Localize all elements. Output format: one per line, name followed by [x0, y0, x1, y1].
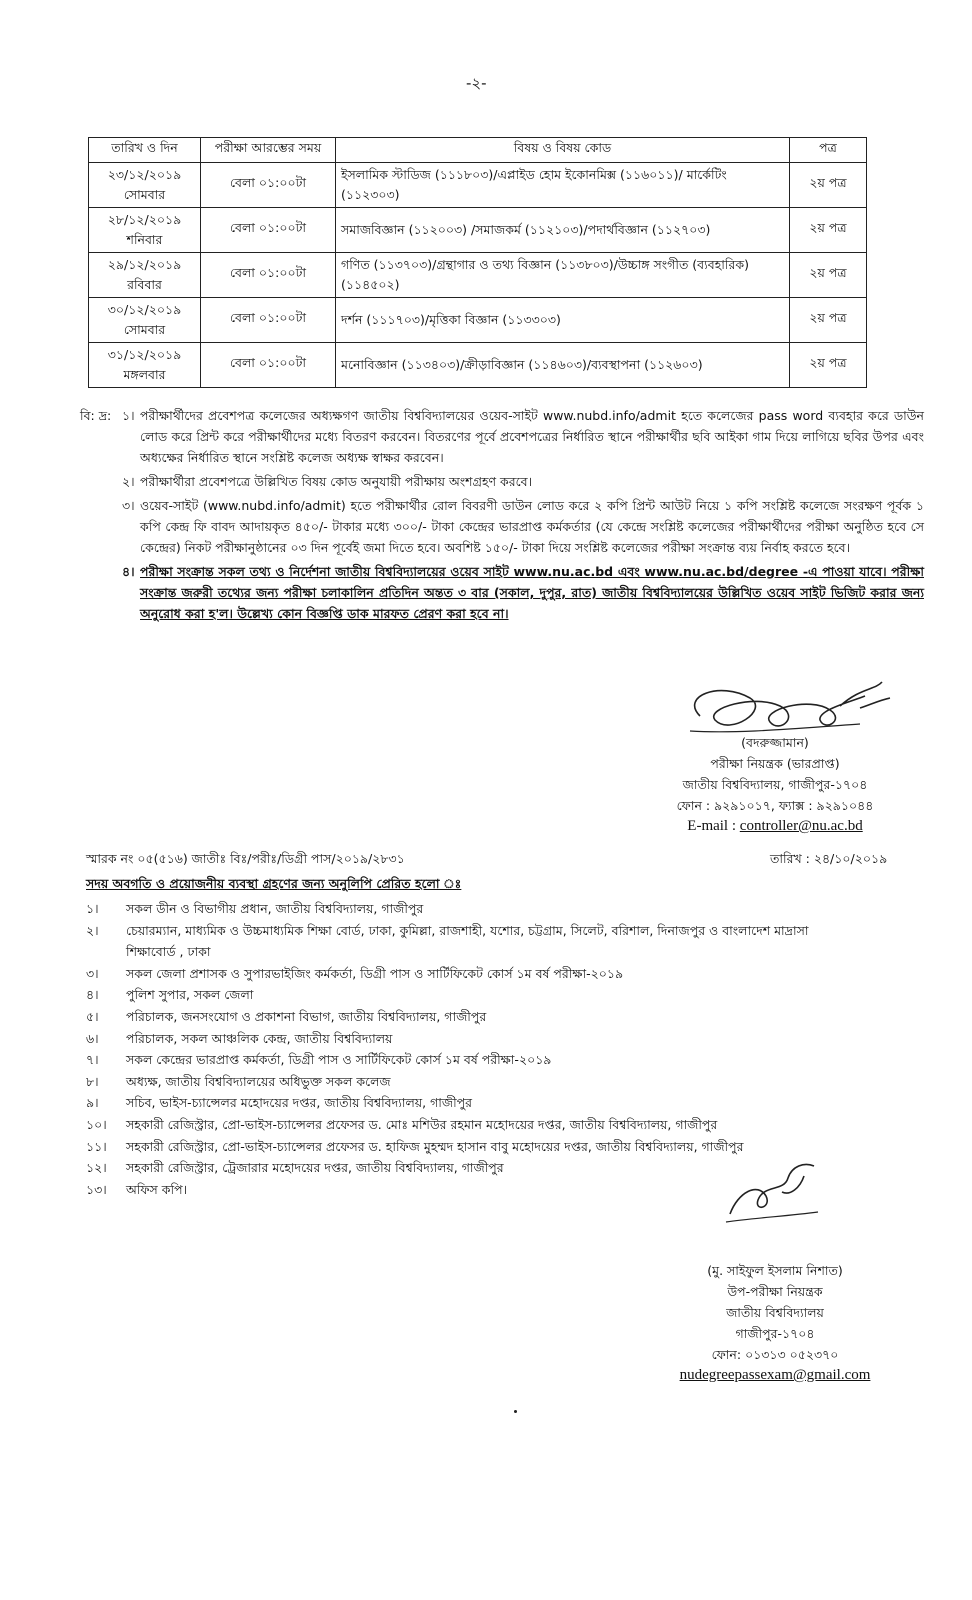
list-item — [86, 1006, 826, 1028]
item-text: পরিচালক, সকল আঞ্চলিক কেন্দ্র, জাতীয় বিশ্ববিদ্যালয় — [126, 1030, 393, 1046]
email-label: E-mail : — [687, 818, 737, 834]
time-cell: বেলা ০১:০০টা — [201, 343, 336, 388]
item-text: অধ্যক্ষ, জাতীয় বিশ্ববিদ্যালয়ের অধিভুক্ত সকল কলেজ — [126, 1073, 391, 1089]
email-link[interactable]: nudegreepassexam@gmail.com — [679, 1367, 871, 1383]
header-subject-code: বিষয় ও বিষয় কোড — [336, 138, 790, 163]
subject-cell: ইসলামিক স্টাডিজ (১১১৮০৩)/এপ্লাইড হোম ইকোনমিক্স (১১৬০১১)/ মার্কেটিং (১১২৩০৩) — [336, 163, 790, 208]
page-number: -২- — [466, 74, 487, 92]
note-text: পরীক্ষার্থীদের প্রবেশপত্র কলেজের অধ্যক্ষগণ জাতীয় বিশ্ববিদ্যালয়ের ওয়েব-সাইট www.nubd.info/admit হতে কলেজের pass word ব্যবহার করে ডাউন লোড করে প্রিন্ট করে পরীক্ষার্থীদের মধ্যে বিতরণ করবেন। বিতরণের পূর্বে প্রবেশপত্রের নির্ধারিত স্থানে পরীক্ষার্থীর ছবি আইকা গাম দিয়ে লাগিয়ে ছবির উপর এবং অধ্যক্ষের নির্ধারিত স্থানে সংশ্লিষ্ট কলেজ অধ্যক্ষ স্বাক্ষর করবেন। — [140, 408, 924, 465]
signatory-title: উপ-পরীক্ষা নিয়ন্ত্রক — [727, 1284, 823, 1299]
signatory-org: জাতীয় বিশ্ববিদ্যালয়, গাজীপুর-১৭০৪ — [682, 777, 868, 792]
day: শনিবার — [126, 232, 163, 247]
memo-reference: স্মারক নং ০৫(৫১৬) জাতীঃ বিঃ/পরীঃ/ডিগ্রী পাস/২০১৯/২৮৩১ — [86, 851, 405, 866]
day: সোমবার — [123, 322, 166, 337]
table-header-row — [89, 138, 867, 163]
date-cell — [89, 163, 201, 208]
item-number: ৮। — [86, 1073, 99, 1089]
signatory-phone: ফোন : ৯২৯১০১৭, ফ্যাক্স : ৯২৯১০৪৪ — [676, 798, 874, 813]
time-cell: বেলা ০১:০০টা — [201, 163, 336, 208]
item-text: সকল ডীন ও বিভাগীয় প্রধান, জাতীয় বিশ্ববিদ্যালয়, গাজীপুর — [126, 901, 424, 916]
day: রবিবার — [127, 277, 162, 292]
item-number: ৬। — [86, 1030, 99, 1046]
signatory-org: জাতীয় বিশ্ববিদ্যালয় — [726, 1305, 824, 1320]
table-row — [89, 208, 867, 253]
day: সোমবার — [123, 187, 166, 202]
table-row — [89, 343, 867, 388]
notes-section — [80, 405, 924, 627]
list-item — [86, 1136, 826, 1158]
item-text: সচিব, ভাইস-চ্যান্সেলর মহোদয়ের দপ্তর, জাতীয় বিশ্ববিদ্যালয়, গাজীপুর — [126, 1095, 473, 1111]
note-number: ৪। — [122, 564, 135, 579]
item-text: চেয়ারম্যান, মাধ্যমিক ও উচ্চমাধ্যমিক শিক্ষা বোর্ড, ঢাকা, কুমিল্লা, রাজশাহী, যশোর, চট্টগ্রাম, সিলেট, বরিশাল, দিনাজপুর ও বাংলাদেশ মাদ্রাসা শিক্ষাবোর্ড , ঢাকা — [126, 922, 809, 960]
header-start-time: পরীক্ষা আরম্ভের সময় — [201, 138, 336, 163]
subject-cell: দর্শন (১১১৭০৩)/মৃত্তিকা বিজ্ঞান (১১৩৩০৩) — [336, 298, 790, 343]
signatory-name: (মু. সাইফুল ইসলাম নিশাত) — [707, 1263, 843, 1278]
note-item — [80, 405, 924, 468]
list-item — [86, 984, 826, 1006]
signatory-name: (বদরুজ্জামান) — [741, 735, 809, 750]
item-text: পরিচালক, জনসংযোগ ও প্রকাশনা বিভাগ, জাতীয় বিশ্ববিদ্যালয়, গাজীপুর — [126, 1008, 487, 1024]
item-text: সহকারী রেজিস্ট্রার, প্রো-ভাইস-চ্যান্সেলর প্রফেসর ড. হাফিজ মুহম্মদ হাসান বাবু মহোদয়ের দপ্তর, জাতীয় বিশ্ববিদ্যালয়, গাজীপুর — [126, 1138, 744, 1154]
note-text: পরীক্ষা সংক্রান্ত সকল তথ্য ও নির্দেশনা জাতীয় বিশ্ববিদ্যালয়ের ওয়েব সাইট www.nu.ac.bd এবং www.nu.ac.bd/degree -এ পাওয়া যাবে। পরীক্ষা সংক্রান্ত জরুরী তথ্যের জন্য পরীক্ষা চলাকালিন প্রতিদিন অন্তত ৩ বার (সকাল, দুপুর, রাত) জাতীয় বিশ্ববিদ্যালয়ের উল্লিখিত ওয়েব সাইট ভিজিট করার জন্য অনুরোধ করা হ'ল। উল্লেখ্য কোন বিজ্ঞপ্তি ডাক মারফত প্রেরণ করা হবে না। — [140, 564, 924, 621]
note-number: ২। — [122, 474, 135, 489]
item-text: অফিস কপি। — [126, 1181, 188, 1197]
list-item — [86, 1092, 826, 1114]
date: ২৮/১২/২০১৯ — [107, 212, 182, 227]
time-cell: বেলা ০১:০০টা — [201, 253, 336, 298]
time-cell: বেলা ০১:০০টা — [201, 298, 336, 343]
copy-heading: সদয় অবগতি ও প্রয়োজনীয় ব্যবস্থা গ্রহণের জন্য অনুলিপি প্রেরিত হলো ঃ — [86, 876, 462, 891]
note-item — [80, 495, 924, 558]
subject-cell: সমাজবিজ্ঞান (১১২০০৩) /সমাজকর্ম (১১২১০৩)/পদার্থবিজ্ঞান (১১২৭০৩) — [336, 208, 790, 253]
item-text: পুলিশ সুপার, সকল জেলা — [126, 987, 254, 1003]
item-text: সহকারী রেজিস্ট্রার, ট্রেজারার মহোদয়ের দপ্তর, জাতীয় বিশ্ববিদ্যালয়, গাজীপুর — [126, 1160, 504, 1176]
item-number: ৫। — [86, 1008, 99, 1024]
list-item — [86, 1071, 826, 1093]
notes-label: বি: দ্র: — [80, 408, 112, 423]
subject-cell: মনোবিজ্ঞান (১১৩৪০৩)/ক্রীড়াবিজ্ঞান (১১৪৬০৩)/ব্যবস্থাপনা (১১২৬০৩) — [336, 343, 790, 388]
note-number: ১। — [122, 408, 135, 423]
date-cell — [89, 253, 201, 298]
list-item — [86, 1028, 826, 1050]
item-number: ১০। — [86, 1116, 107, 1132]
signatory-deputy-controller — [640, 1260, 910, 1386]
item-text: সহকারী রেজিস্ট্রার, প্রো-ভাইস-চ্যান্সেলর প্রফেসর ড. মোঃ মশিউর রহমান মহোদয়ের দপ্তর, জাতীয় বিশ্ববিদ্যালয়, গাজীপুর — [126, 1116, 718, 1132]
item-number: ২। — [86, 922, 99, 938]
item-text: সকল জেলা প্রশাসক ও সুপারভাইজিং কর্মকর্তা, ডিগ্রী পাস ও সার্টিফিকেট কোর্স ১ম বর্ষ পরীক্ষা-২০১৯ — [126, 965, 624, 981]
paper-cell: ২য় পত্র — [790, 343, 867, 388]
date: ৩১/১২/২০১৯ — [107, 347, 182, 362]
date-cell — [89, 298, 201, 343]
time-cell: বেলা ০১:০০টা — [201, 208, 336, 253]
table-row — [89, 163, 867, 208]
paper-cell: ২য় পত্র — [790, 298, 867, 343]
note-item — [80, 471, 924, 492]
memo-date: তারিখ : ২৪/১০/২০১৯ — [770, 851, 888, 866]
paper-cell: ২য় পত্র — [790, 208, 867, 253]
date: ২৯/১২/২০১৯ — [107, 257, 182, 272]
signatory-email-line — [640, 816, 910, 837]
signatory-controller — [640, 732, 910, 837]
day: মঙ্গলবার — [123, 367, 166, 382]
signatory-city: গাজীপুর-১৭০৪ — [735, 1326, 815, 1341]
header-paper: পত্র — [790, 138, 867, 163]
item-text: সকল কেন্দ্রের ভারপ্রাপ্ত কর্মকর্তা, ডিগ্রী পাস ও সার্টিফিকেট কোর্স ১ম বর্ষ পরীক্ষা-২০১৯ — [126, 1052, 552, 1068]
item-number: ৪। — [86, 987, 99, 1003]
date: ৩০/১২/২০১৯ — [107, 302, 182, 317]
date-cell — [89, 343, 201, 388]
list-item — [86, 1179, 826, 1201]
list-item — [86, 1157, 826, 1179]
table-row — [89, 253, 867, 298]
copy-list — [86, 898, 826, 1200]
ink-dot — [514, 1410, 517, 1413]
list-item — [86, 963, 826, 985]
item-number: ৭। — [86, 1052, 99, 1068]
subject-cell: গণিত (১১৩৭০৩)/গ্রন্থাগার ও তথ্য বিজ্ঞান (১১৩৮০৩)/উচ্চাঙ্গ সংগীত (ব্যবহারিক) (১১৪৫০২) — [336, 253, 790, 298]
item-number: ৯। — [86, 1095, 99, 1111]
table-row — [89, 298, 867, 343]
date-cell — [89, 208, 201, 253]
item-number: ১১। — [86, 1138, 107, 1154]
list-item — [86, 920, 826, 963]
signatory-phone: ফোন: ০১৩১৩ ০৫২৩৭০ — [711, 1347, 839, 1362]
item-number: ১৩। — [86, 1181, 107, 1197]
note-text: পরীক্ষার্থীরা প্রবেশপত্রে উল্লিখিত বিষয় কোড অনুযায়ী পরীক্ষায় অংশগ্রহণ করবে। — [140, 474, 533, 489]
list-item — [86, 1114, 826, 1136]
note-number: ৩। — [122, 498, 135, 513]
item-number: ৩। — [86, 965, 99, 981]
list-item — [86, 1049, 826, 1071]
exam-schedule-table — [88, 137, 867, 388]
paper-cell: ২য় পত্র — [790, 253, 867, 298]
note-item — [80, 561, 924, 624]
note-text: ওয়েব-সাইট (www.nubd.info/admit) হতে পরীক্ষার্থীর রোল বিবরণী ডাউন লোড করে ২ কপি প্রিন্ট আউট নিয়ে ১ কপি সংশ্লিষ্ট কলেজে সংরক্ষণ পূর্বক ১ কপি কেন্দ্র ফি বাবদ আদায়কৃত ৪৫০/- টাকার মধ্যে ৩০০/- টাকা কেন্দ্রের ভারপ্রাপ্ত কর্মকর্তার (যে কেন্দ্রে সংশ্লিষ্ট কলেজের পরীক্ষার্থীদের পরীক্ষা অনুষ্ঠিত হবে সে কেন্দ্রের) নিকট পরীক্ষানুষ্ঠানের ০৩ দিন পূর্বেই জমা দিতে হবে। অবশিষ্ট ১৫০/- টাকা দিয়ে সংশ্লিষ্ট কলেজের পরীক্ষা সংক্রান্ত ব্যয় নির্বাহ করতে হবে। — [140, 498, 924, 555]
signatory-title: পরীক্ষা নিয়ন্ত্রক (ভারপ্রাপ্ত) — [710, 756, 840, 771]
header-date-day: তারিখ ও দিন — [89, 138, 201, 163]
item-number: ১। — [86, 901, 99, 916]
paper-cell: ২য় পত্র — [790, 163, 867, 208]
list-item — [86, 898, 826, 920]
signature-deputy-controller — [718, 1152, 828, 1232]
email-link[interactable]: controller@nu.ac.bd — [739, 818, 863, 834]
item-number: ১২। — [86, 1160, 107, 1176]
date: ২৩/১২/২০১৯ — [107, 167, 182, 182]
